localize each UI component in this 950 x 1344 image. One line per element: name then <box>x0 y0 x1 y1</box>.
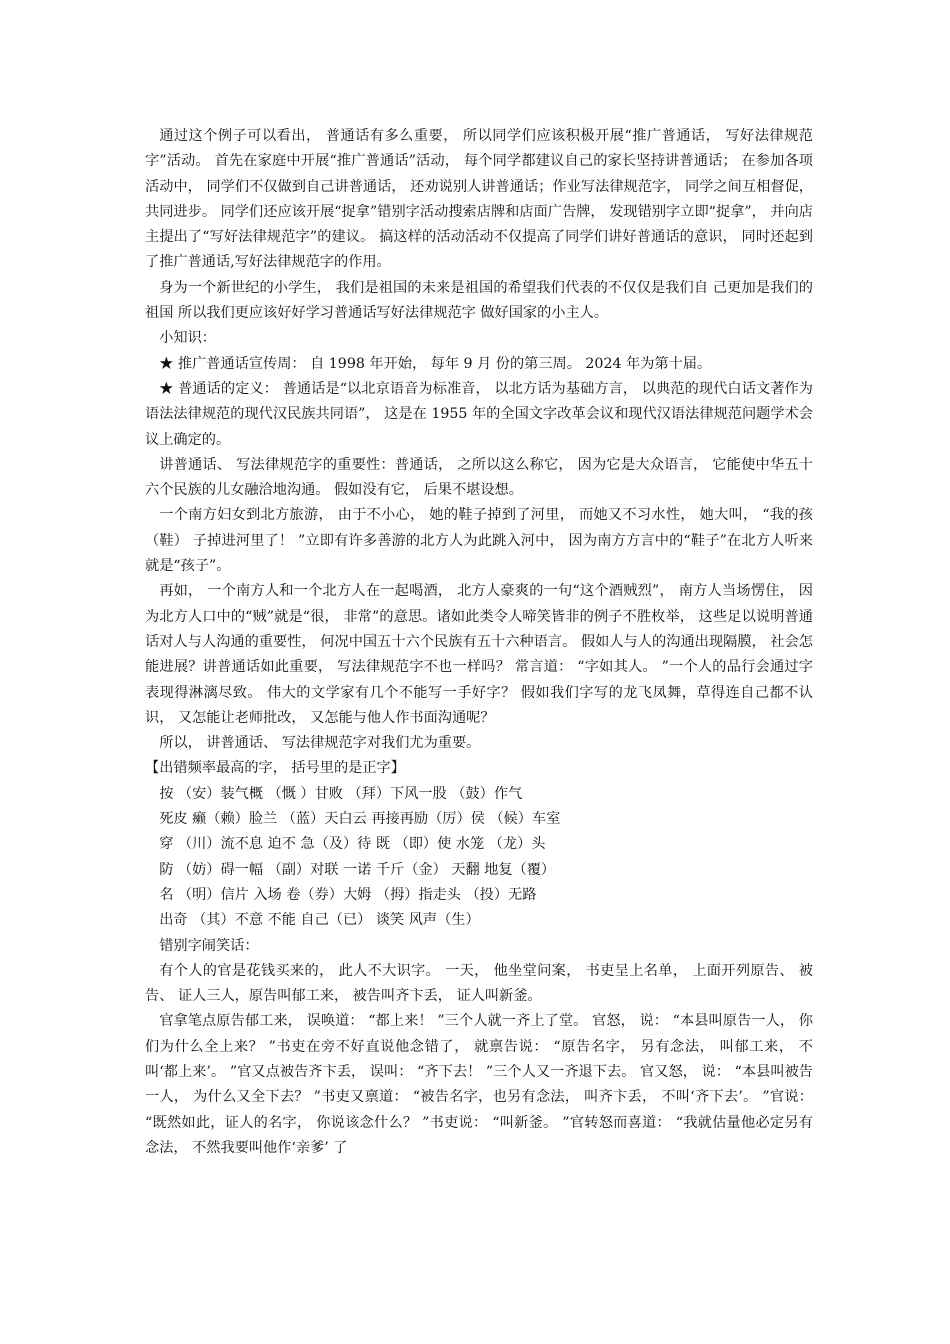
knowledge-item: ★ 推广普通话宣传周： 自 1998 年开始， 每年 9 月 份的第三周。 2024 年为第十届。 <box>159 355 712 372</box>
error-line: 防 （妨）碍一幅 （副）对联 一诺 千斤（金） 天翻 地复（覆） <box>159 861 556 878</box>
paragraph: 再如， 一个南方人和一个北方人在一起喝酒， 北方人豪爽的一句“这个酒贼烈”， 南方人当场愣住， 因为北方人口中的“贼”就是“很， 非常”的意思。诸如此类令人啼笑皆非的例子不胜枚举， 这些足以说明普通话对人与人沟通的重要性， 何况中国五十六个民族有五十六种语言。 假如人与人的沟通出现隔膜， 社会怎能进展？讲普通话如此重要， 写法律规范字不也一样吗？ 常言道： “字如其人。 ”一个人的品行会通过字表现得淋漓尽致。 伟大的文学家有几个不能写一手好字？ 假如我们字写的龙飞凤舞，草得连自己都不认识， 又怎能让老师批改， 又怎能与他人作书面沟通呢？ <box>145 583 813 726</box>
knowledge-item: ★ 普通话的定义： 普通话是“以北京语音为标准音， 以北方话为基础方言， 以典范的现代白话文著作为语法法律规范的现代汉民族共同语”， 这是在 1955 年的全国文字改革会议和现代汉语法律规范问题学术会议上确定的。 <box>145 380 813 448</box>
paragraph: 通过这个例子可以看出， 普通话有多么重要， 所以同学们应该积极开展“推广普通话， 写好法律规范字”活动。 首先在家庭中开展“推广普通话”活动， 每个同学都建议自己的家长坚持讲普通话； 在参加各项活动中， 同学们不仅做到自己讲普通话， 还劝说别人讲普通话；作业写法律规范字， 同学之间互相督促， 共同进步。 同学们还应该开展“捉拿”错别字活动搜索店牌和店面广告牌， 发现错别字立即“捉拿”， 并向店主提出了“写好法律规范字”的建议。 搞这样的活动活动不仅提高了同学们讲好普通话的意识， 同时还起到了推广普通话,写好法律规范字的作用。 <box>145 128 813 271</box>
section-label: 小知识： <box>159 330 216 347</box>
paragraph: 所以， 讲普通话、 写法律规范字对我们尤为重要。 <box>159 735 481 752</box>
error-line: 名 （明）信片 入场 卷（券）大姆 （拇）指走头 （投）无路 <box>159 886 537 903</box>
document-page <box>145 124 813 1161</box>
error-line: 出奇 （其）不意 不能 自己（已） 谈笑 风声（生） <box>159 912 480 929</box>
error-line: 按 （安）装气概 （慨 ）甘败 （拜）下风一股 （鼓）作气 <box>159 785 523 802</box>
paragraph: 一个南方妇女到北方旅游， 由于不小心， 她的鞋子掉到了河里， 而她又不习水性， 她大叫， “我的孩（鞋） 子掉进河里了！ ”立即有许多善游的北方人为此跳入河中， 因为南方方言中的“鞋子”在北方人听来就是“孩子”。 <box>145 507 813 575</box>
error-line: 穿 （川）流不息 迫不 急（及）待 既 （即）使 水笼 （龙）头 <box>159 836 546 853</box>
joke-title: 错别字闹笑话： <box>159 937 259 954</box>
error-heading: 【出错频率最高的字， 括号里的是正字】 <box>145 760 405 777</box>
paragraph: 讲普通话、 写法律规范字的重要性：普通话， 之所以这么称它， 因为它是大众语言， 它能使中华五十六个民族的儿女融洽地沟通。 假如没有它， 后果不堪设想。 <box>145 456 813 499</box>
joke-paragraph: 官拿笔点原告郁工来， 误唤道： “都上来！ ”三个人就一齐上了堂。 官怒， 说： “本县叫原告一人， 你们为什么全上来？ ”书吏在旁不好直说他念错了， 就禀告说： “原告名字， 另有念法， 叫郁工来， 不叫‘都上来’。 ”官又点被告齐卞丢， 误叫： “齐下去！ ”三个人又一齐退下去。 官又怒， 说： “本县叫被告一人， 为什么又全下去？ ”书吏又禀道： “被告名字，也另有念法， 叫齐卞丢， 不叫‘齐下去’。 ”官说： “既然如此，证人的名字， 你说该念什么？ ”书吏说： “叫新釜。 ”官转怒而喜道： “我就估量他必定另有念法， 不然我要叫他作‘亲爹’ 了 <box>145 1013 813 1156</box>
paragraph: 身为一个新世纪的小学生， 我们是祖国的未来是祖国的希望我们代表的不仅仅是我们自 己更加是我们的祖国 所以我们更应该好好学习普通话写好法律规范字 做好国家的小主人。 <box>145 279 813 322</box>
error-line: 死皮 癞（赖）脸兰 （蓝）天白云 再接再励（厉）侯 （候）车室 <box>159 811 561 828</box>
joke-paragraph: 有个人的官是花钱买来的， 此人不大识字。 一天， 他坐堂问案， 书吏呈上名单， 上面开列原告、 被告、 证人三人，原告叫郁工来， 被告叫齐卞丢， 证人叫新釜。 <box>145 962 813 1005</box>
